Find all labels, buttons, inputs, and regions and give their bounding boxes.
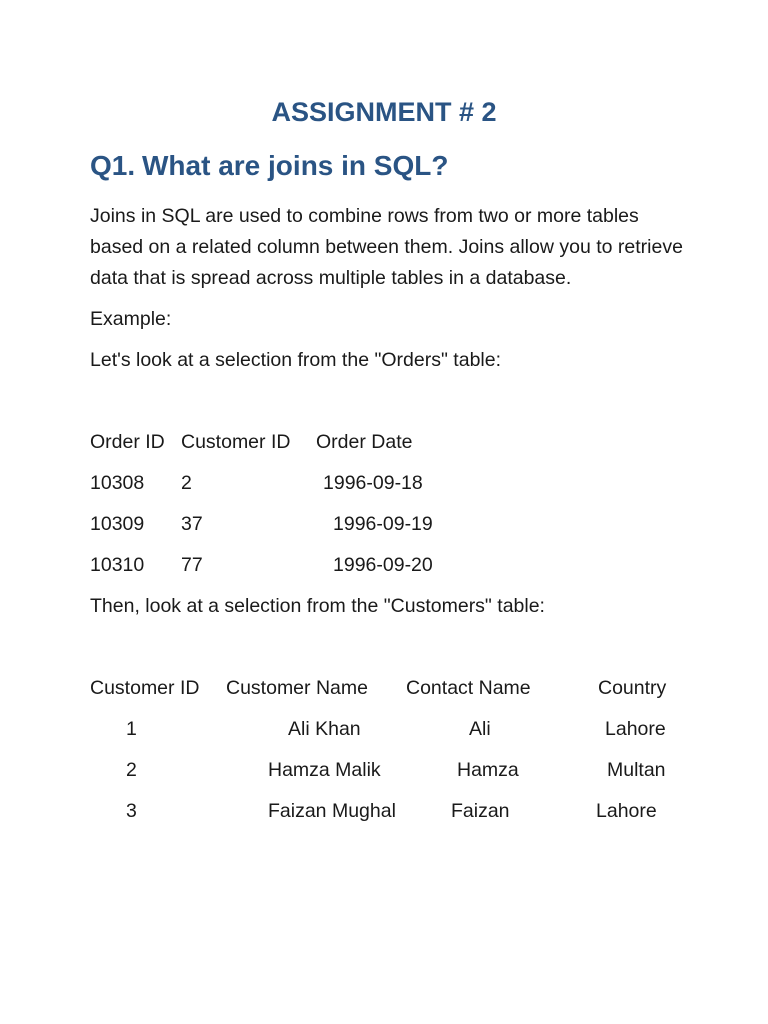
customers-cell: Ali [469,718,491,740]
orders-header-order-date: Order Date [316,431,413,453]
customers-cell: Hamza Malik [268,759,381,781]
customers-header-customer-name: Customer Name [226,677,368,699]
customers-cell: Multan [607,759,666,781]
orders-cell: 1996-09-19 [333,513,433,535]
customers-header-country: Country [598,677,667,699]
customers-cell: Faizan [451,800,510,822]
question-heading [90,150,448,182]
customers-cell: Lahore [596,800,657,822]
orders-cell: 10310 [90,554,145,576]
customers-intro: Then, look at a selection from the "Customers" table: [90,595,545,617]
question-text: What are joins in SQL? [142,150,449,181]
orders-header-order-id: Order ID [90,431,165,453]
document-title: ASSIGNMENT # 2 [271,97,497,127]
orders-intro: Let's look at a selection from the "Orders" table: [90,349,502,371]
orders-cell: 10309 [90,513,145,535]
orders-cell: 1996-09-18 [323,472,423,494]
question-number: Q1. [90,150,136,181]
orders-cell: 10308 [90,472,145,494]
customers-cell: Lahore [605,718,666,740]
customers-cell: Ali Khan [288,718,361,740]
customers-header-customer-id: Customer ID [90,677,200,699]
orders-cell: 37 [181,513,203,535]
orders-header-customer-id: Customer ID [181,431,291,453]
joins-definition-paragraph: Joins in SQL are used to combine rows from two or more tables based on a related column between them. Joins allow you to retrieve data that is spread across multiple tables in a database. [90,205,683,289]
customers-cell: 3 [126,800,137,822]
orders-cell: 77 [181,554,203,576]
customers-cell: 2 [126,759,137,781]
example-label: Example: [90,308,172,330]
customers-cell: Faizan Mughal [268,800,396,822]
customers-cell: Hamza [457,759,519,781]
orders-cell: 1996-09-20 [333,554,433,576]
orders-cell: 2 [181,472,192,494]
customers-header-contact-name: Contact Name [406,677,531,699]
customers-cell: 1 [126,718,137,740]
